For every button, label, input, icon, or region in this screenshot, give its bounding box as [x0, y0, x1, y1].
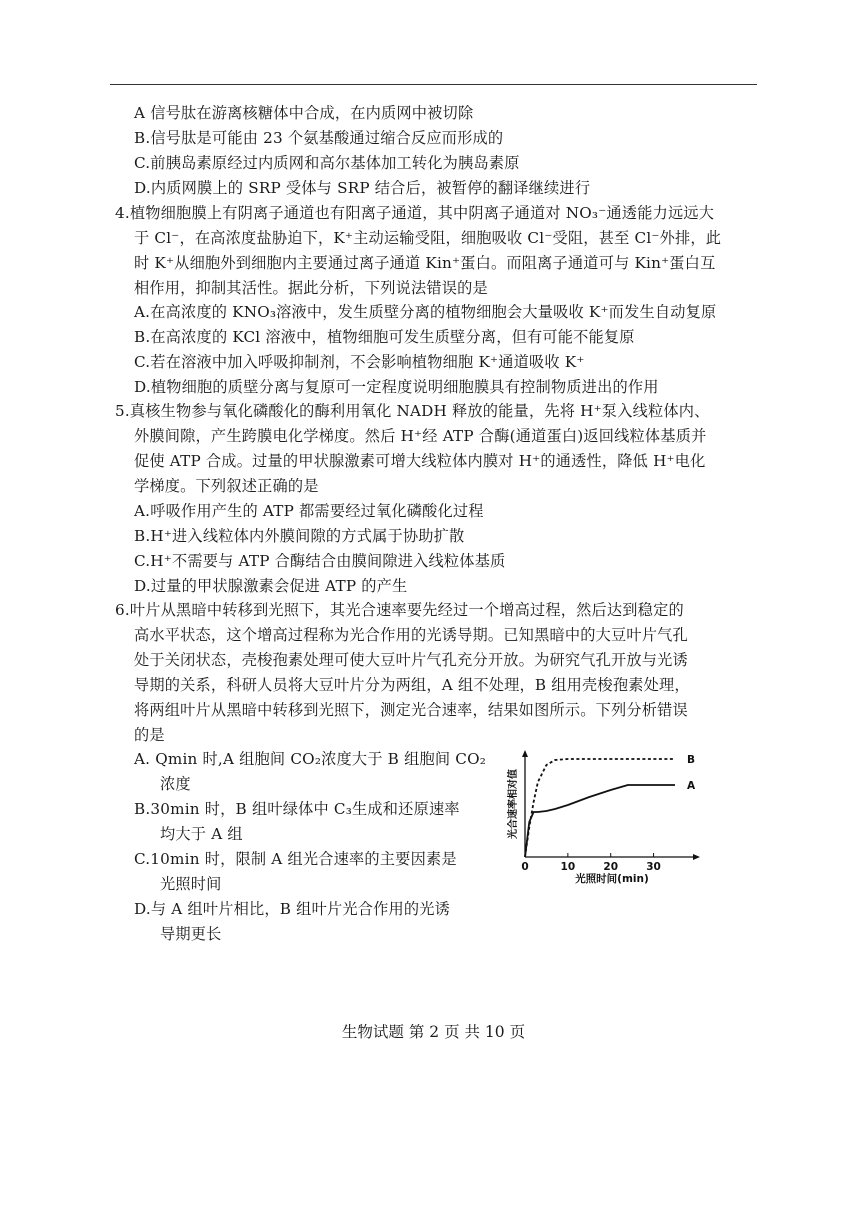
q6-option-a: A. Qmin 时,A 组胞间 CO₂浓度大于 B 组胞间 CO₂ — [134, 750, 487, 768]
chart-series-line-A — [525, 785, 675, 857]
header-rule — [110, 84, 757, 85]
q6-option-c-cont: 光照时间 — [160, 875, 222, 893]
q4-option-b: B.在高浓度的 KCl 溶液中，植物细胞可发生质壁分离，但有可能不能复原 — [134, 328, 635, 346]
q6-option-b: B.30min 时，B 组叶绿体中 C₃生成和还原速率 — [134, 800, 460, 818]
chart-x-tick-label: 10 — [560, 861, 576, 873]
q5-option-d: D.过量的甲状腺激素会促进 ATP 的产生 — [134, 577, 408, 595]
q6-stem-line-4: 导期的关系，科研人员将大豆叶片分为两组，A 组不处理，B 组用壳梭孢素处理， — [134, 676, 690, 694]
chart-xlabel: 光照时间(min) — [575, 873, 649, 885]
q4-stem-line-2: 于 Cl⁻，在高浓度盐胁迫下，K⁺主动运输受阻，细胞吸收 Cl⁻受阻，甚至 Cl⁻外排，此 — [134, 229, 722, 247]
chart-series-label-B: B — [687, 754, 696, 766]
q3-option-d: D.内质网膜上的 SRP 受体与 SRP 结合后，被暂停的翻译继续进行 — [134, 179, 591, 197]
q4-option-a: A.在高浓度的 KNO₃溶液中，发生质壁分离的植物细胞会大量吸收 K⁺而发生自动复原 — [134, 303, 717, 321]
q4-stem-line-3: 时 K⁺从细胞外到细胞内主要通过离子通道 Kin⁺蛋白。而阻离子通道可与 Kin⁺蛋白互 — [134, 254, 716, 272]
q6-stem-line-1: 6.叶片从黑暗中转移到光照下，其光合速率要先经过一个增高过程，然后达到稳定的 — [115, 601, 684, 619]
chart-x-arrow — [693, 854, 700, 860]
chart-y-arrow — [522, 750, 528, 757]
q5-stem-line-3: 促使 ATP 合成。过量的甲状腺激素可增大线粒体内膜对 H⁺的通透性，降低 H⁺电化 — [134, 452, 706, 470]
q5-stem-line-1: 5.真核生物参与氧化磷酸化的酶利用氧化 NADH 释放的能量，先将 H⁺泵入线粒体内、 — [115, 402, 710, 420]
q6-option-b-cont: 均大于 A 组 — [160, 825, 243, 843]
chart-x-tick-label: 30 — [646, 861, 661, 873]
q5-option-c: C.H⁺不需要与 ATP 合酶结合由膜间隙进入线粒体基质 — [134, 552, 506, 570]
q6-stem-line-5: 将两组叶片从黑暗中转移到光照下，测定光合速率，结果如图所示。下列分析错误 — [134, 701, 688, 719]
q5-stem-line-4: 学梯度。下列叙述正确的是 — [134, 477, 319, 495]
q3-option-a: A 信号肽在游离核糖体中合成，在内质网中被切除 — [134, 104, 474, 122]
q4-stem-line-4: 相作用，抑制其活性。据此分析，下列说法错误的是 — [134, 279, 488, 297]
q4-option-d: D.植物细胞的质壁分离与复原可一定程度说明细胞膜具有控制物质进出的作用 — [134, 378, 659, 396]
chart-x-tick-label: 20 — [603, 861, 619, 873]
q5-option-b: B.H⁺进入线粒体内外膜间隙的方式属于协助扩散 — [134, 527, 465, 545]
q6-option-c: C.10min 时，限制 A 组光合速率的主要因素是 — [134, 850, 457, 868]
q4-stem-line-1: 4.植物细胞膜上有阴离子通道也有阳离子通道，其中阴离子通道对 NO₃⁻通透能力远远大 — [115, 204, 715, 222]
q5-stem-line-2: 外膜间隙，产生跨膜电化学梯度。然后 H⁺经 ATP 合酶(通道蛋白)返回线粒体基质并 — [134, 427, 707, 445]
q3-option-c: C.前胰岛素原经过内质网和高尔基体加工转化为胰岛素原 — [134, 154, 520, 172]
q6-option-a-cont: 浓度 — [160, 775, 191, 793]
chart-series-label-A: A — [687, 780, 696, 792]
q6-option-d: D.与 A 组叶片相比，B 组叶片光合作用的光诱 — [134, 900, 451, 918]
q6-stem-line-2: 高水平状态，这个增高过程称为光合作用的光诱导期。已知黑暗中的大豆叶片气孔 — [134, 626, 688, 644]
q4-option-c: C.若在溶液中加入呼吸抑制剂，不会影响植物细胞 K⁺通道吸收 K⁺ — [134, 353, 585, 371]
chart-series-line-B — [525, 759, 675, 857]
photosynthesis-chart — [500, 742, 730, 892]
chart-ylabel: 光合速率相对值 — [508, 769, 519, 839]
q5-option-a: A.呼吸作用产生的 ATP 都需要经过氧化磷酸化过程 — [134, 502, 484, 520]
q6-option-d-cont: 导期更长 — [160, 925, 222, 943]
q6-stem-line-6: 的是 — [134, 726, 165, 744]
chart-x-tick-label: 0 — [521, 861, 529, 873]
page-footer: 生物试题 第 2 页 共 10 页 — [341, 1023, 526, 1041]
q3-option-b: B.信号肽是可能由 23 个氨基酸通过缩合反应而形成的 — [134, 129, 504, 147]
chart-series — [525, 754, 696, 857]
q6-stem-line-3: 处于关闭状态，壳梭孢素处理可使大豆叶片气孔充分开放。为研究气孔开放与光诱 — [134, 651, 688, 669]
